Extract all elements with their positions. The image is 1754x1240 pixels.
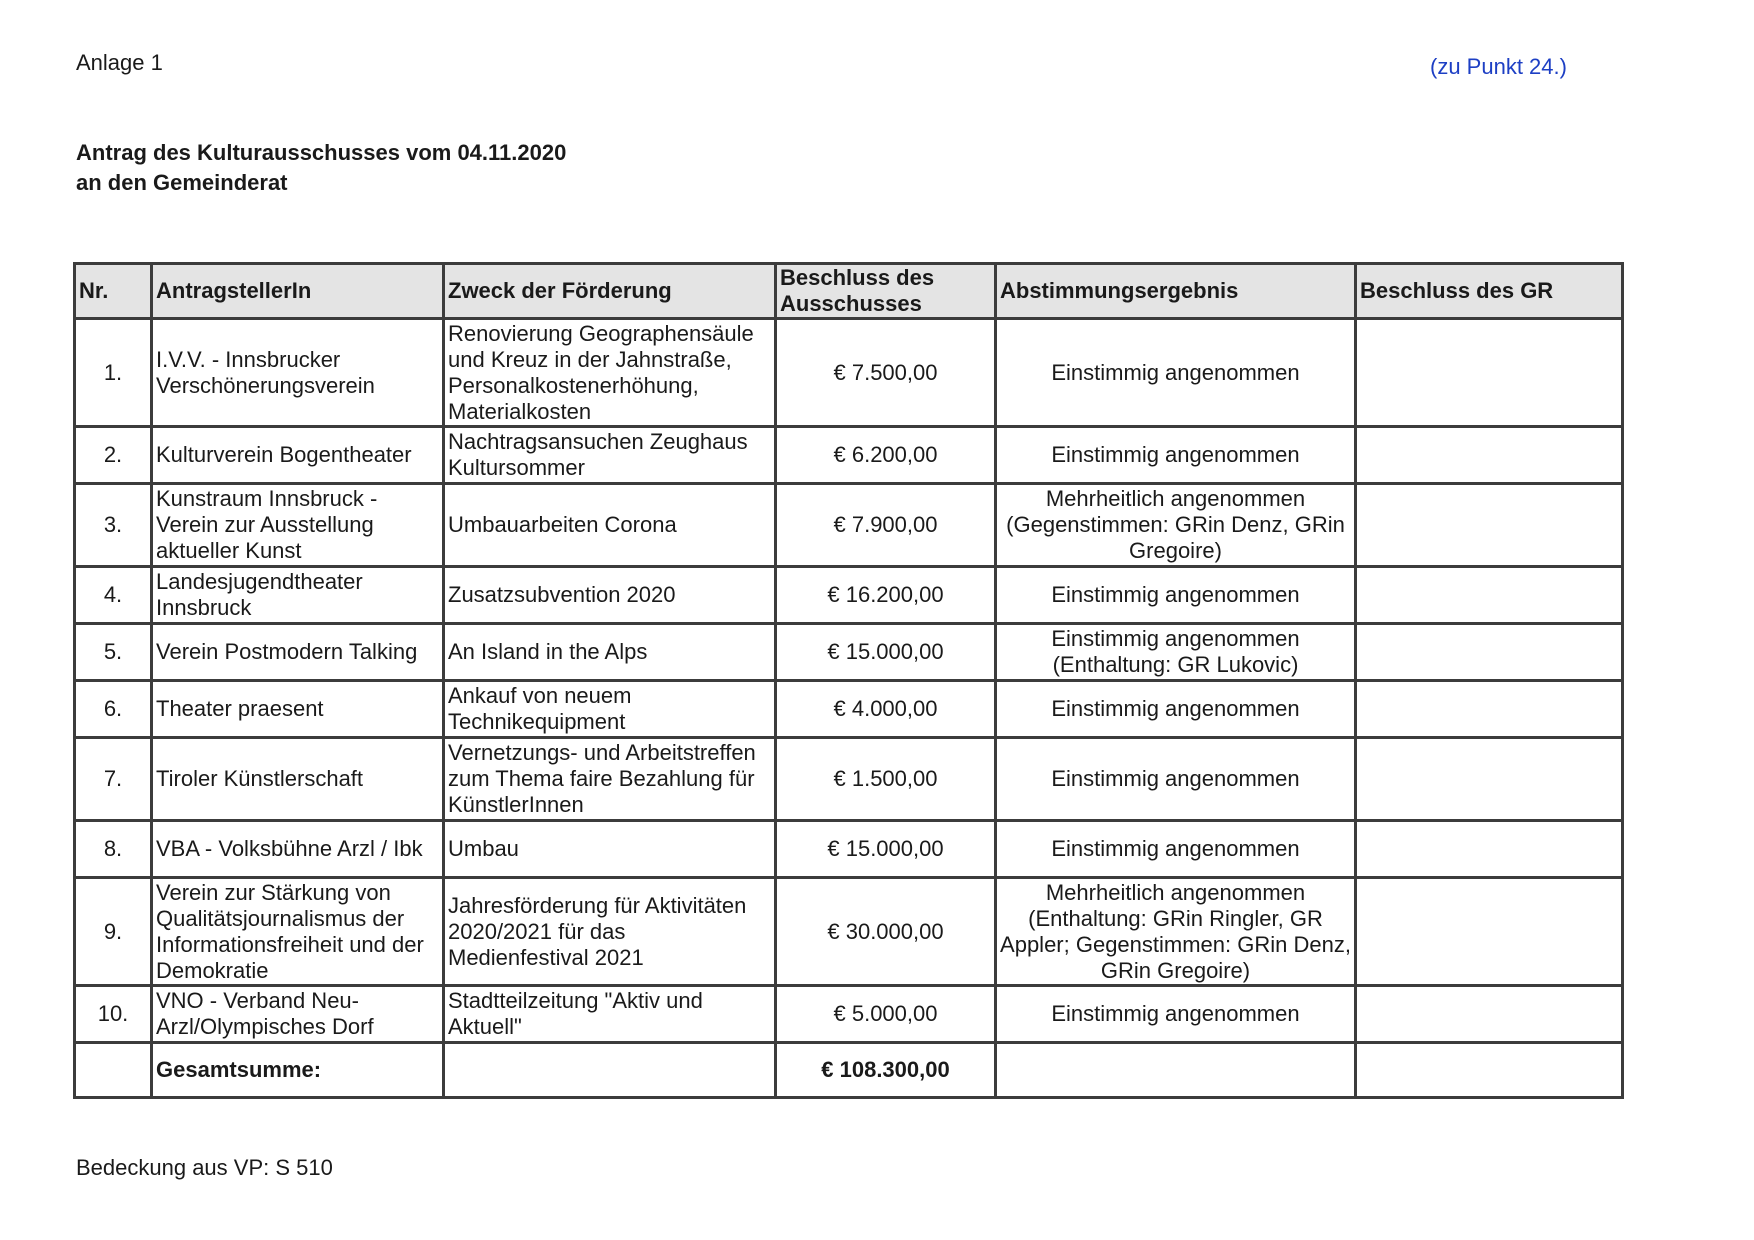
table-row [75, 427, 1623, 484]
funding-table [73, 262, 1624, 1099]
vote-result-cell: Einstimmig angenommen [996, 738, 1356, 821]
table-row [75, 319, 1623, 427]
purpose-cell: Umbauarbeiten Corona [444, 484, 776, 567]
title-line-1: Antrag des Kulturausschusses vom 04.11.2020 [76, 140, 567, 165]
applicant-cell: Landesjugendtheater Innsbruck [152, 567, 444, 624]
amount-cell: € 7.900,00 [776, 484, 996, 567]
purpose-cell: Vernetzungs- und Arbeitstreffen zum Thema faire Bezahlung für KünstlerInnen [444, 738, 776, 821]
purpose-cell: Zusatzsubvention 2020 [444, 567, 776, 624]
council-decision-cell [1356, 738, 1623, 821]
total-row [75, 1043, 1623, 1098]
vote-result-cell: Mehrheitlich angenommen (Gegenstimmen: GRin Denz, GRin Gregoire) [996, 484, 1356, 567]
table-row [75, 738, 1623, 821]
vote-result-cell: Einstimmig angenommen [996, 427, 1356, 484]
table-row [75, 986, 1623, 1043]
purpose-cell: Ankauf von neuem Technikequipment [444, 681, 776, 738]
column-header-committee-decision: Beschluss des Ausschusses [776, 264, 996, 319]
vote-result-cell: Einstimmig angenommen [996, 986, 1356, 1043]
vote-result-cell: Einstimmig angenommen [996, 821, 1356, 878]
amount-cell: € 1.500,00 [776, 738, 996, 821]
table-row [75, 878, 1623, 986]
council-decision-cell [1356, 821, 1623, 878]
applicant-cell: Kulturverein Bogentheater [152, 427, 444, 484]
council-decision-cell [1356, 427, 1623, 484]
row-number: 8. [75, 821, 152, 878]
applicant-cell: Kunstraum Innsbruck - Verein zur Ausstellung aktueller Kunst [152, 484, 444, 567]
column-header-council-decision: Beschluss des GR [1356, 264, 1623, 319]
applicant-cell: Verein zur Stärkung von Qualitätsjournalismus der Informationsfreiheit und der Demokratie [152, 878, 444, 986]
row-number: 6. [75, 681, 152, 738]
applicant-cell: VNO - Verband Neu-Arzl/Olympisches Dorf [152, 986, 444, 1043]
row-number: 4. [75, 567, 152, 624]
applicant-cell: Verein Postmodern Talking [152, 624, 444, 681]
applicant-cell: Tiroler Künstlerschaft [152, 738, 444, 821]
amount-cell: € 16.200,00 [776, 567, 996, 624]
column-header-applicant: AntragstellerIn [152, 264, 444, 319]
budget-coverage-note: Bedeckung aus VP: S 510 [76, 1155, 333, 1180]
column-header-purpose: Zweck der Förderung [444, 264, 776, 319]
table-row [75, 624, 1623, 681]
row-number: 1. [75, 319, 152, 427]
total-empty-cell [444, 1043, 776, 1098]
table-row [75, 567, 1623, 624]
council-decision-cell [1356, 319, 1623, 427]
document-title [76, 138, 566, 198]
attachment-label: Anlage 1 [76, 50, 163, 75]
council-decision-cell [1356, 878, 1623, 986]
purpose-cell: Nachtragsansuchen Zeughaus Kultursommer [444, 427, 776, 484]
table-header-row [75, 264, 1623, 319]
vote-result-cell: Mehrheitlich angenommen (Enthaltung: GRin Ringler, GR Appler; Gegenstimmen: GRin Denz, GRin Gregoire) [996, 878, 1356, 986]
purpose-cell: Renovierung Geographensäule und Kreuz in der Jahnstraße, Personalkostenerhöhung, Materialkosten [444, 319, 776, 427]
row-number: 3. [75, 484, 152, 567]
total-empty-cell [75, 1043, 152, 1098]
agenda-item-ref: (zu Punkt 24.) [1430, 54, 1567, 79]
applicant-cell: Theater praesent [152, 681, 444, 738]
amount-cell: € 15.000,00 [776, 624, 996, 681]
vote-result-cell: Einstimmig angenommen [996, 319, 1356, 427]
amount-cell: € 6.200,00 [776, 427, 996, 484]
total-empty-cell [996, 1043, 1356, 1098]
purpose-cell: Umbau [444, 821, 776, 878]
council-decision-cell [1356, 484, 1623, 567]
council-decision-cell [1356, 681, 1623, 738]
row-number: 7. [75, 738, 152, 821]
total-empty-cell [1356, 1043, 1623, 1098]
row-number: 10. [75, 986, 152, 1043]
table-row [75, 681, 1623, 738]
council-decision-cell [1356, 624, 1623, 681]
title-line-2: an den Gemeinderat [76, 170, 288, 195]
vote-result-cell: Einstimmig angenommen [996, 567, 1356, 624]
column-header-nr: Nr. [75, 264, 152, 319]
amount-cell: € 4.000,00 [776, 681, 996, 738]
purpose-cell: An Island in the Alps [444, 624, 776, 681]
purpose-cell: Stadtteilzeitung "Aktiv und Aktuell" [444, 986, 776, 1043]
vote-result-cell: Einstimmig angenommen (Enthaltung: GR Lukovic) [996, 624, 1356, 681]
purpose-cell: Jahresförderung für Aktivitäten 2020/2021 für das Medienfestival 2021 [444, 878, 776, 986]
row-number: 5. [75, 624, 152, 681]
row-number: 9. [75, 878, 152, 986]
amount-cell: € 5.000,00 [776, 986, 996, 1043]
council-decision-cell [1356, 986, 1623, 1043]
council-decision-cell [1356, 567, 1623, 624]
amount-cell: € 7.500,00 [776, 319, 996, 427]
table-row [75, 821, 1623, 878]
total-amount: € 108.300,00 [776, 1043, 996, 1098]
column-header-vote-result: Abstimmungsergebnis [996, 264, 1356, 319]
amount-cell: € 30.000,00 [776, 878, 996, 986]
row-number: 2. [75, 427, 152, 484]
applicant-cell: VBA - Volksbühne Arzl / Ibk [152, 821, 444, 878]
vote-result-cell: Einstimmig angenommen [996, 681, 1356, 738]
amount-cell: € 15.000,00 [776, 821, 996, 878]
applicant-cell: I.V.V. - Innsbrucker Verschönerungsverein [152, 319, 444, 427]
table-row [75, 484, 1623, 567]
total-label: Gesamtsumme: [152, 1043, 444, 1098]
